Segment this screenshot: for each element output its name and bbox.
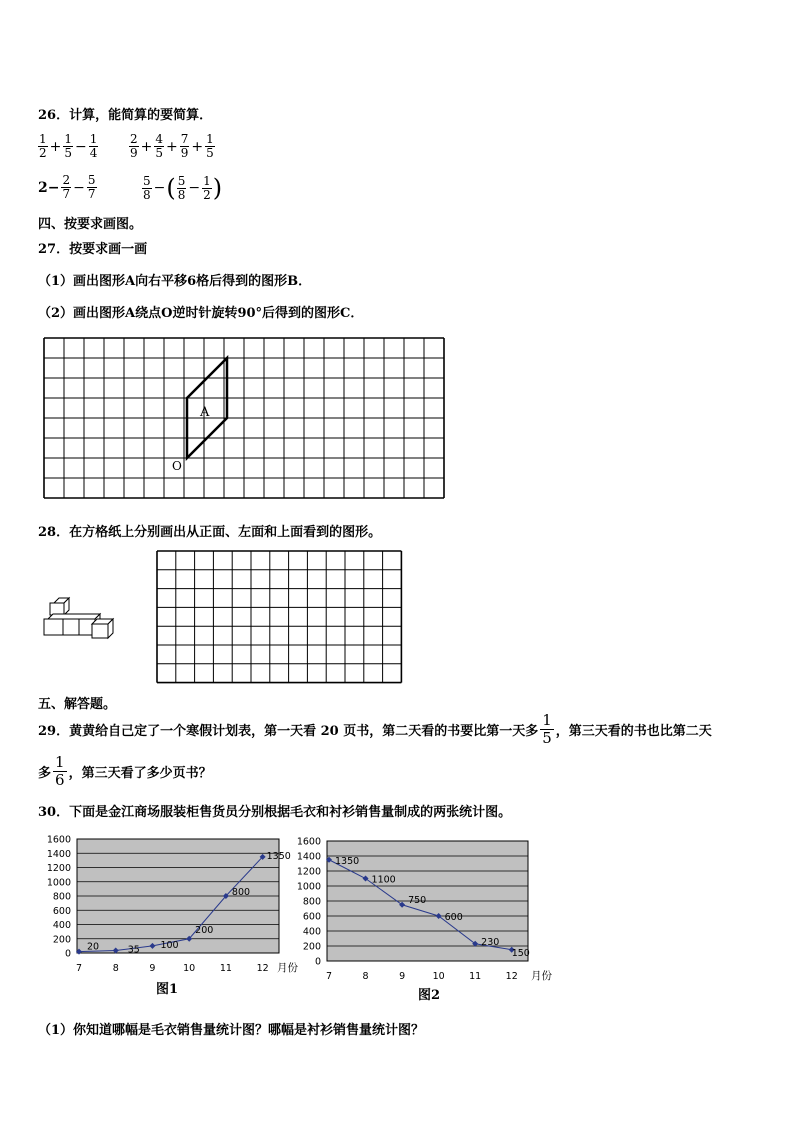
fraction-numerator: 2: [62, 173, 71, 187]
fraction-numerator: 1: [64, 132, 73, 146]
q27-grid-figure: [40, 334, 450, 506]
operator: +: [49, 138, 62, 155]
y-tick-label: 0: [64, 948, 71, 960]
chart-2: [290, 832, 565, 1004]
q29-fraction-1: [540, 712, 554, 747]
x-tick-label: 10: [183, 963, 196, 974]
y-tick-label: 0: [314, 956, 321, 968]
operator: +: [191, 138, 204, 155]
y-tick-label: 1200: [46, 863, 71, 874]
y-tick-label: 400: [52, 920, 71, 931]
chart-title: 图1: [156, 982, 179, 997]
x-tick-label: 11: [469, 971, 482, 982]
fraction: [205, 133, 215, 160]
fraction-denominator: 2: [203, 187, 211, 202]
y-tick-label: 1600: [296, 836, 321, 848]
x-axis-label: 月份: [277, 962, 298, 974]
data-label: 800: [231, 887, 251, 898]
data-label: 200: [195, 924, 214, 936]
y-tick-label: 1400: [46, 848, 71, 860]
chart-title: 图2: [418, 988, 441, 1003]
fraction-numerator: 1: [89, 132, 98, 146]
data-label: 600: [444, 912, 463, 923]
data-label: 1100: [371, 874, 396, 886]
fraction: [202, 175, 212, 202]
y-tick-label: 1400: [296, 851, 321, 863]
q29-fraction-2: [53, 754, 67, 789]
y-tick-label: 600: [302, 911, 321, 923]
data-label: 1350: [335, 855, 360, 867]
x-tick-label: 7: [325, 971, 333, 982]
data-label: 100: [160, 939, 179, 951]
x-tick-label: 11: [219, 963, 232, 974]
y-tick-label: 1200: [296, 866, 321, 878]
q29-text-1: 29．黄黄给自己定了一个寒假计划表，第一天看 20 页书，第二天看的书要比第一天多: [38, 724, 539, 739]
y-tick-label: 200: [302, 941, 321, 953]
x-tick-label: 7: [75, 963, 83, 974]
fraction-denominator: 2: [39, 146, 47, 160]
fraction: [63, 133, 73, 160]
fraction-denominator: 7: [62, 187, 71, 201]
q28-grid: [155, 549, 405, 685]
fraction: [38, 133, 48, 160]
fraction-denominator: 9: [180, 146, 189, 160]
y-tick-label: 400: [302, 926, 321, 938]
label-o: O: [172, 459, 182, 473]
fraction-denominator: 9: [130, 146, 138, 160]
data-label: 1350: [266, 850, 291, 862]
section-5-heading: 五、解答题。: [38, 697, 117, 712]
q27-item-1: （1）画出图形A向右平移6格后得到的图形B．: [38, 274, 312, 289]
fraction-numerator: 1: [203, 173, 211, 188]
fraction-denominator: 5: [155, 146, 164, 160]
q27-title: 27．按要求画一画: [38, 242, 148, 257]
x-tick-label: 10: [432, 971, 445, 982]
operator: −: [75, 138, 87, 155]
fraction-denominator: 4: [89, 146, 98, 160]
fraction-numerator: 5: [87, 173, 96, 187]
data-label: 35: [127, 944, 140, 956]
y-tick-label: 800: [302, 896, 321, 908]
q26-expr-2: [128, 133, 216, 160]
label-a: A: [200, 405, 210, 420]
q27-grid-lines: [44, 338, 444, 498]
q29-line-1: [38, 712, 712, 747]
fraction-denominator: 8: [177, 187, 186, 202]
q29-text-4: ，第三天看了多少页书？: [68, 766, 212, 781]
x-tick-label: 8: [112, 963, 119, 974]
chart-1: [30, 830, 298, 1002]
fraction: [87, 174, 97, 201]
q26-expr-1: [37, 133, 99, 160]
data-label: 230: [481, 936, 500, 948]
data-label: 750: [408, 894, 427, 906]
x-axis-label: 月份: [531, 970, 552, 982]
fraction-denominator: 5: [64, 146, 73, 160]
fraction: [61, 174, 71, 201]
fraction-denominator: 7: [87, 187, 96, 201]
cube-stack-figure: [40, 598, 120, 642]
q29-text-2: ，第三天看的书也比第二天: [555, 724, 712, 739]
data-label: 150: [511, 947, 530, 959]
operator: +: [140, 138, 153, 155]
fraction-numerator: 2: [130, 132, 138, 146]
q29-frac2-num: 1: [55, 753, 65, 771]
operator: +: [166, 138, 178, 155]
y-tick-label: 800: [52, 891, 71, 903]
fraction: [129, 133, 139, 160]
operator: −: [73, 179, 85, 196]
q29-frac2-den: 6: [55, 771, 65, 789]
fraction: [89, 133, 99, 160]
fraction-denominator: 5: [206, 146, 214, 160]
fraction-numerator: 4: [155, 132, 164, 146]
fraction-denominator: 8: [143, 187, 151, 202]
y-tick-label: 1000: [296, 881, 321, 893]
fraction-numerator: 5: [143, 173, 151, 188]
q29-frac1-den: 5: [542, 729, 552, 747]
section-4-heading: 四、按要求画图。: [38, 217, 143, 232]
fraction: [142, 175, 152, 202]
fraction: [154, 133, 164, 160]
fraction: [177, 175, 187, 202]
q26-expr-4: [141, 174, 222, 202]
operator: −: [188, 180, 201, 196]
fraction-numerator: 7: [180, 132, 189, 146]
fraction: [180, 133, 190, 160]
q30-title: 30．下面是金江商场服装柜售货员分别根据毛衣和衬衫销售量制成的两张统计图。: [38, 805, 512, 820]
x-tick-label: 8: [362, 971, 369, 982]
x-tick-label: 12: [505, 971, 518, 982]
q29-line-2: [38, 754, 212, 789]
x-tick-label: 9: [149, 963, 156, 974]
operator: −: [153, 180, 166, 196]
y-tick-label: 1000: [46, 877, 71, 889]
fraction-numerator: 1: [206, 132, 214, 146]
y-tick-label: 200: [52, 934, 71, 946]
q26-expr-3: [37, 174, 98, 201]
q30-item-1: （1）你知道哪幅是毛衣销售量统计图？哪幅是衬衫销售量统计图？: [38, 1023, 425, 1038]
fraction-numerator: 5: [177, 173, 186, 188]
parenthesis: (: [166, 174, 176, 202]
expr-lead: 2−: [38, 179, 60, 196]
fraction-numerator: 1: [39, 132, 47, 146]
parenthesis: ): [212, 174, 223, 202]
q28-title: 28．在方格纸上分别画出从正面、左面和上面看到的图形。: [38, 525, 382, 540]
q29-frac1-num: 1: [542, 711, 552, 729]
x-tick-label: 9: [399, 971, 406, 982]
y-tick-label: 600: [52, 905, 71, 917]
x-tick-label: 12: [256, 963, 269, 974]
q29-text-3: 多: [38, 766, 52, 781]
q27-item-2: （2）画出图形A绕点O逆时针旋转90°后得到的图形C．: [38, 306, 364, 321]
data-label: 20: [87, 941, 100, 953]
y-tick-label: 1600: [46, 834, 71, 846]
q26-title: 26．计算，能简算的要简算．: [38, 108, 213, 123]
